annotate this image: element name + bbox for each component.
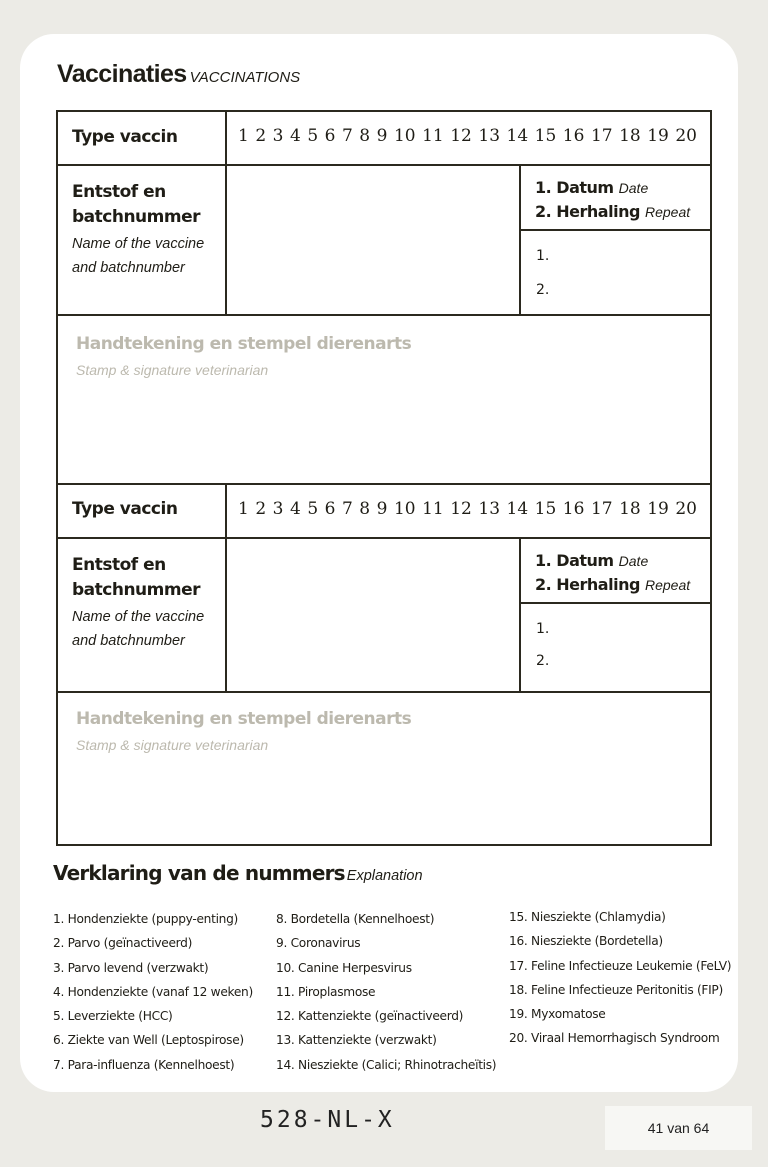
- type-number[interactable]: 8: [359, 499, 371, 519]
- type-row: [58, 485, 710, 539]
- type-number[interactable]: 3: [272, 499, 284, 519]
- list-item: 11. Piroplasmose: [276, 984, 376, 999]
- type-number[interactable]: 9: [376, 499, 388, 519]
- type-number[interactable]: 14: [506, 126, 529, 146]
- divider: [225, 166, 227, 314]
- type-number[interactable]: 4: [289, 126, 301, 146]
- list-item: 20. Viraal Hemorrhagisch Syndroom: [509, 1031, 720, 1046]
- date-slot-2[interactable]: 2.: [536, 282, 550, 298]
- date-label: 1. Datum Date: [535, 178, 649, 197]
- list-item: 18. Feline Infectieuze Peritonitis (FIP): [509, 982, 723, 997]
- repeat-label: 2. Herhaling Repeat: [535, 202, 691, 221]
- type-number[interactable]: 6: [324, 499, 336, 519]
- page-title: [57, 60, 300, 89]
- type-number[interactable]: 15: [534, 126, 557, 146]
- date-slot-1[interactable]: 1.: [536, 621, 550, 637]
- explanation-title-nl: Verklaring van de nummers: [53, 861, 345, 885]
- type-number[interactable]: 9: [376, 126, 388, 146]
- type-number[interactable]: 4: [289, 499, 301, 519]
- batch-label-nl: Entstof en batchnummer: [72, 555, 200, 600]
- type-number[interactable]: 20: [675, 499, 697, 519]
- type-number[interactable]: 15: [534, 499, 557, 519]
- batch-label-nl: Entstof en batchnummer: [72, 182, 200, 227]
- type-label: Type vaccin: [72, 499, 178, 519]
- list-item: 17. Feline Infectieuze Leukemie (FeLV): [509, 958, 732, 973]
- page-number: 41 van 64: [605, 1106, 752, 1150]
- batch-row: [58, 166, 710, 316]
- title-en: VACCINATIONS: [189, 69, 301, 86]
- type-number[interactable]: 14: [506, 499, 529, 519]
- repeat-label: 2. Herhaling Repeat: [535, 575, 691, 594]
- type-number[interactable]: 11: [422, 126, 444, 146]
- type-number[interactable]: 2: [255, 126, 267, 146]
- signature-area[interactable]: [58, 318, 710, 483]
- title-nl: Vaccinaties: [57, 60, 187, 88]
- batch-label-en: Name of the vaccine and batchnumber: [72, 609, 205, 649]
- date-header: [521, 166, 710, 231]
- vaccination-block-1: [56, 110, 712, 485]
- type-label: Type vaccin: [72, 127, 178, 147]
- date-slot-1[interactable]: 1.: [536, 248, 550, 264]
- divider: [225, 539, 227, 691]
- type-number[interactable]: 2: [255, 499, 267, 519]
- signature-area[interactable]: [58, 695, 710, 842]
- type-number[interactable]: 16: [562, 126, 585, 146]
- date-header: [521, 539, 710, 604]
- explanation-column-3: [509, 905, 731, 1051]
- type-number[interactable]: 1: [238, 499, 249, 519]
- type-number[interactable]: 8: [359, 126, 371, 146]
- type-number[interactable]: 5: [307, 126, 319, 146]
- type-number[interactable]: 20: [675, 126, 697, 146]
- vaccine-type-numbers: [238, 126, 704, 146]
- type-number[interactable]: 3: [272, 126, 284, 146]
- type-number[interactable]: 13: [478, 499, 501, 519]
- batch-label-en: Name of the vaccine and batchnumber: [72, 236, 205, 276]
- batch-label: [72, 180, 222, 280]
- type-row: [58, 112, 710, 166]
- vaccination-block-2: [56, 485, 712, 846]
- vaccine-type-numbers: [238, 499, 704, 519]
- date-label: 1. Datum Date: [535, 551, 649, 570]
- list-item: 5. Leverziekte (HCC): [53, 1009, 173, 1024]
- list-item: 6. Ziekte van Well (Leptospirose): [53, 1033, 244, 1048]
- type-number[interactable]: 7: [341, 499, 353, 519]
- list-item: 19. Myxomatose: [509, 1007, 606, 1022]
- type-number[interactable]: 17: [590, 499, 613, 519]
- type-number[interactable]: 6: [324, 126, 336, 146]
- document-code: 528-NL-X: [260, 1107, 395, 1133]
- signature-label-en: Stamp & signature veterinarian: [76, 362, 269, 378]
- type-number[interactable]: 17: [590, 126, 613, 146]
- list-item: 3. Parvo levend (verzwakt): [53, 960, 209, 975]
- list-item: 2. Parvo (geïnactiveerd): [53, 936, 193, 951]
- list-item: 9. Coronavirus: [276, 936, 361, 951]
- list-item: 14. Niesziekte (Calici; Rhinotracheïtis): [276, 1057, 497, 1072]
- type-number[interactable]: 16: [562, 499, 585, 519]
- explanation-column-2: [276, 907, 496, 1077]
- type-number[interactable]: 19: [647, 126, 669, 146]
- type-number[interactable]: 18: [619, 126, 641, 146]
- signature-label-en: Stamp & signature veterinarian: [76, 737, 269, 753]
- explanation-title: [53, 861, 423, 885]
- batch-label: [72, 553, 222, 653]
- list-item: 8. Bordetella (Kennelhoest): [276, 912, 435, 926]
- divider: [225, 485, 227, 537]
- type-number[interactable]: 12: [450, 499, 472, 519]
- list-item: 16. Niesziekte (Bordetella): [509, 934, 663, 949]
- type-number[interactable]: 13: [478, 126, 501, 146]
- type-number[interactable]: 10: [393, 126, 416, 146]
- type-number[interactable]: 12: [450, 126, 472, 146]
- type-number[interactable]: 10: [393, 499, 416, 519]
- list-item: 12. Kattenziekte (geïnactiveerd): [276, 1009, 464, 1024]
- type-number[interactable]: 1: [238, 126, 249, 146]
- list-item: 15. Niesziekte (Chlamydia): [509, 910, 666, 924]
- date-slot-2[interactable]: 2.: [536, 653, 550, 669]
- explanation-title-en: Explanation: [346, 868, 423, 884]
- signature-label: Handtekening en stempel dierenarts: [76, 709, 412, 729]
- list-item: 4. Hondenziekte (vanaf 12 weken): [53, 984, 253, 999]
- type-number[interactable]: 7: [341, 126, 353, 146]
- divider: [225, 112, 227, 164]
- list-item: 1. Hondenziekte (puppy-enting): [53, 912, 238, 926]
- type-number[interactable]: 11: [422, 499, 444, 519]
- type-number[interactable]: 18: [619, 499, 641, 519]
- type-number[interactable]: 5: [307, 499, 319, 519]
- explanation-column-1: [53, 907, 253, 1077]
- batch-row: [58, 539, 710, 693]
- list-item: 7. Para-influenza (Kennelhoest): [53, 1057, 235, 1072]
- list-item: 13. Kattenziekte (verzwakt): [276, 1033, 437, 1048]
- type-number[interactable]: 19: [647, 499, 669, 519]
- list-item: 10. Canine Herpesvirus: [276, 960, 412, 975]
- signature-label: Handtekening en stempel dierenarts: [76, 334, 412, 354]
